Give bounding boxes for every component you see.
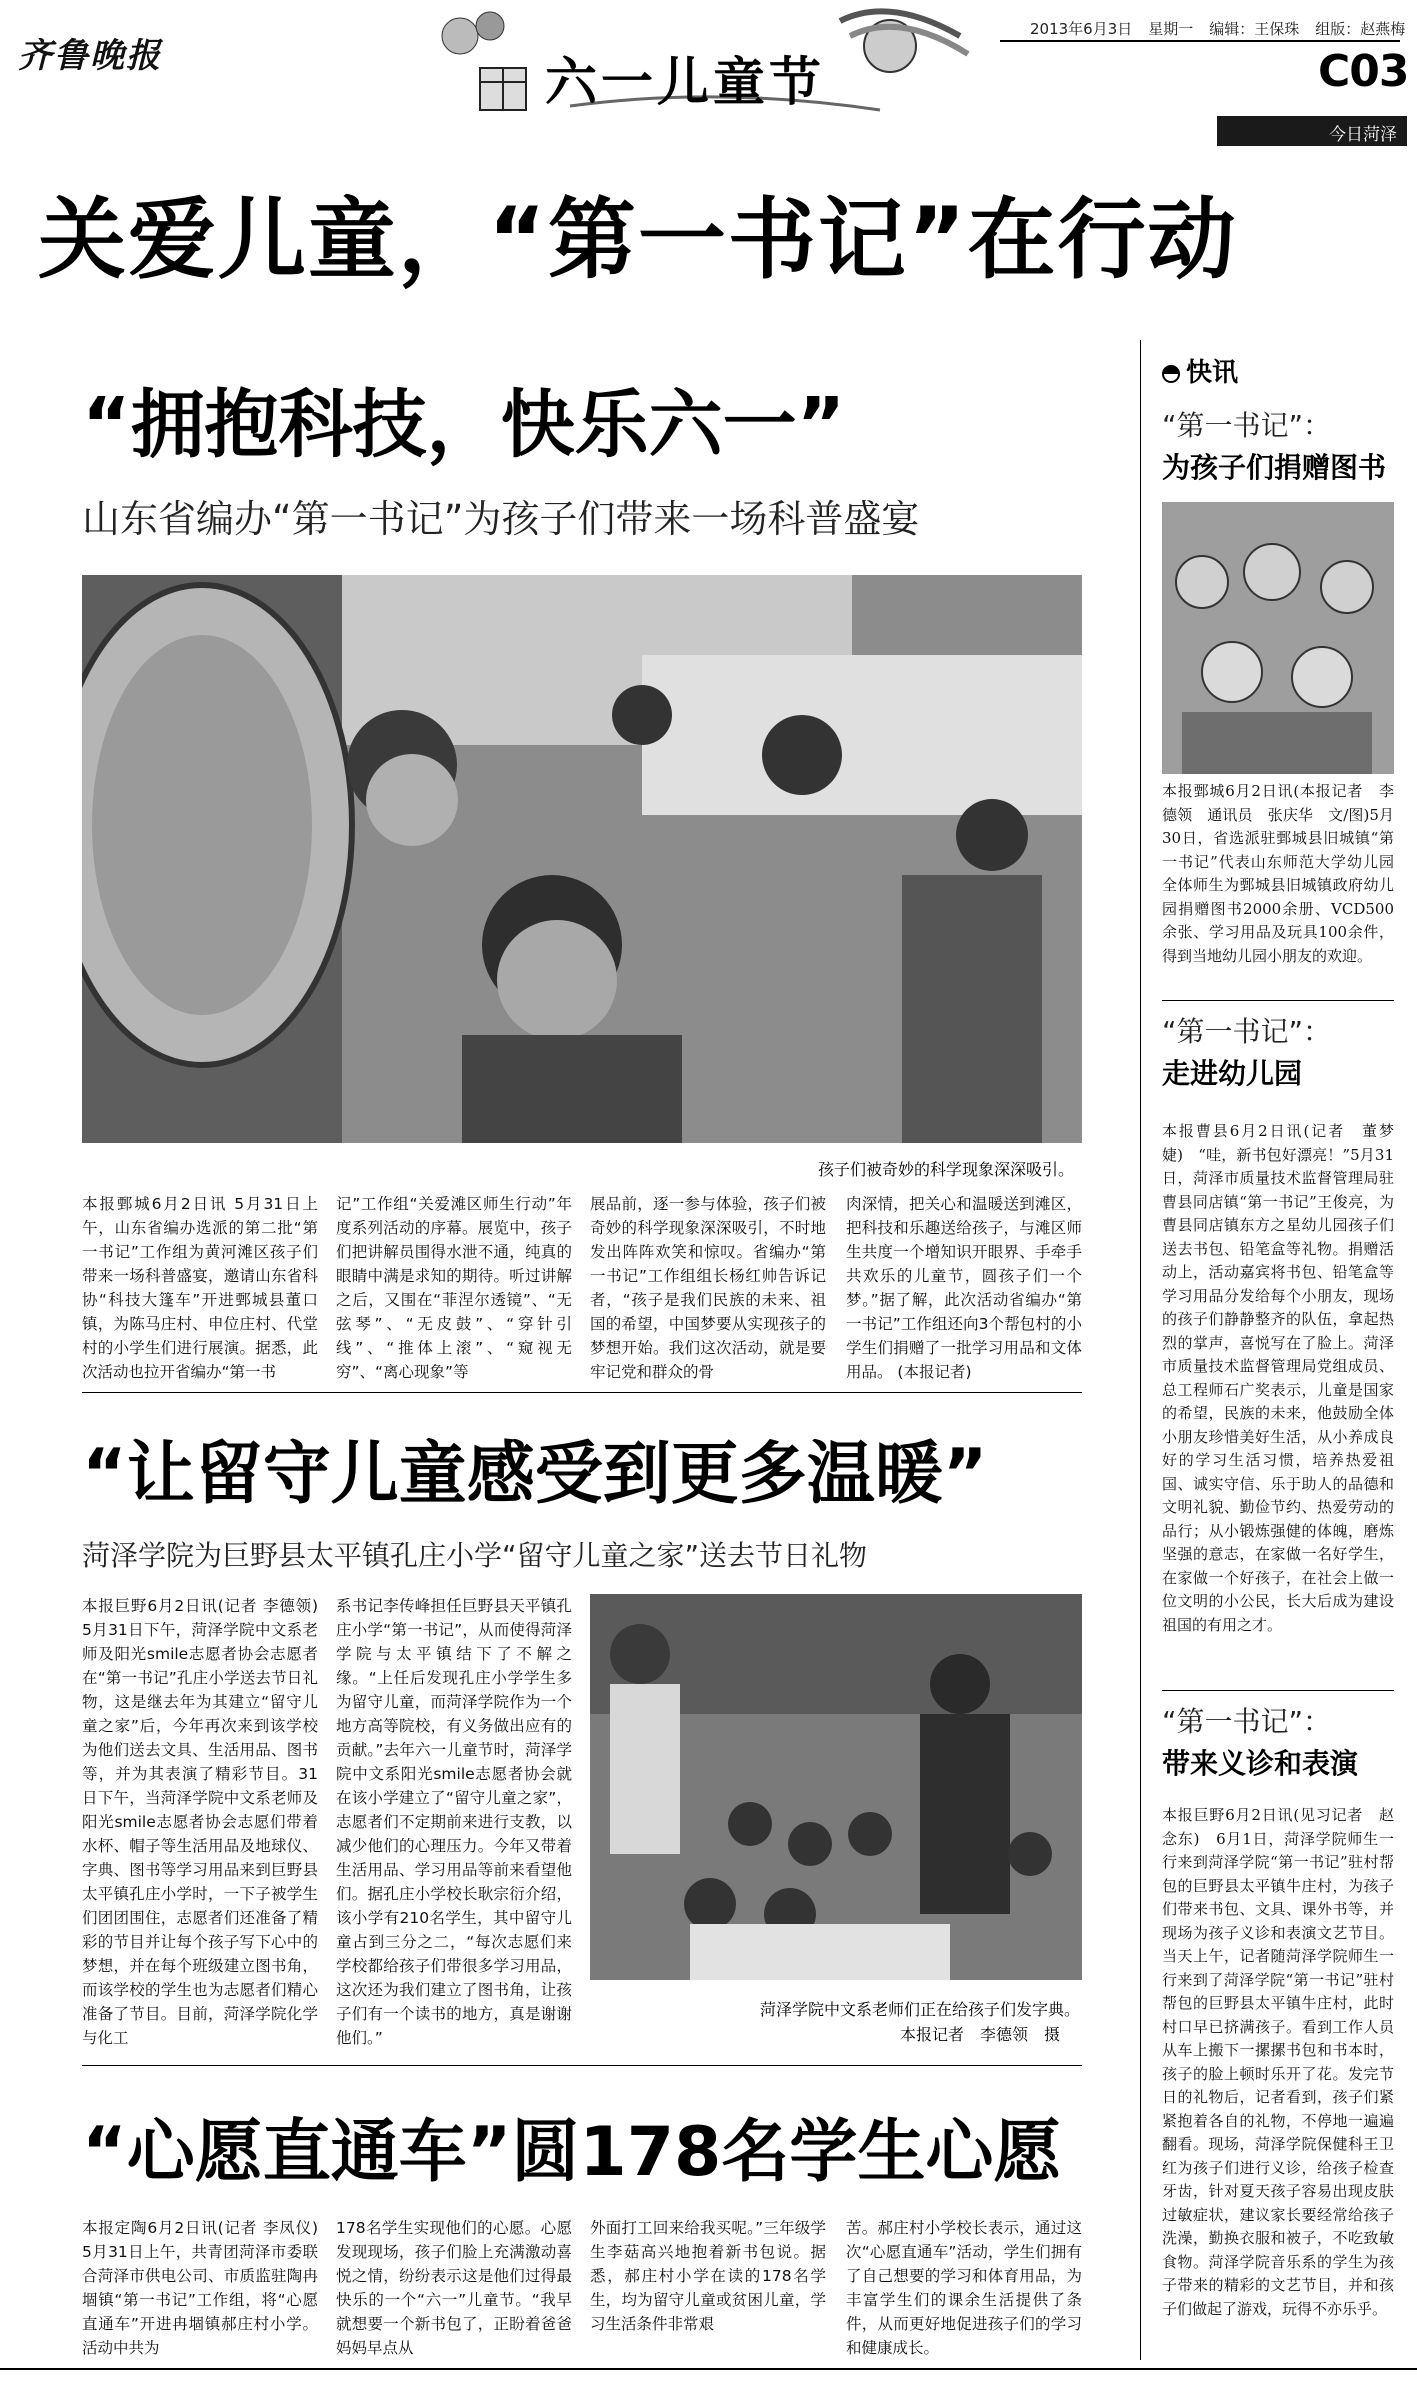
divider	[82, 1392, 1082, 1393]
story1-column-3: 展品前，逐一参与体验，孩子们被奇妙的科学现象深深吸引，不时地发出阵阵欢笑和惊叹。省编办“第一书记”工作组组长杨红帅告诉记者，“孩子是我们民族的未来、祖国的希望，中国梦要从实现孩子的梦想开始。我们这次活动，就是要牢记党和群众的骨	[590, 1195, 826, 1381]
brief1-headline: 为孩子们捐赠图书	[1162, 451, 1387, 484]
news-flash-icon	[1162, 365, 1180, 383]
page-code: C03	[1318, 46, 1409, 97]
brief1-body: 本报鄄城6月2日讯(本报记者 李德领 通讯员 张庆华 文/图)5月30日，省选派驻鄄城县旧城镇“第一书记”代表山东师范大学幼儿园全体师生为鄄城县旧城镇政府幼儿园捐赠图书2000余册、VCD500余张、学习用品及玩具100余件，得到当地幼儿园小朋友的欢迎。	[1162, 782, 1394, 965]
sidebar-header	[1162, 352, 1238, 389]
story1-column-1: 本报鄄城6月2日讯 5月31日上午，山东省编办选派的第二批“第一书记”工作组为黄河滩区孩子们带来一场科普盛宴，邀请山东省科协“科技大篷车”开进鄄城县董口镇，为陈马庄村、申位庄村、代堂村的小学生们进行展演。据悉，此次活动也拉开省编办“第一书	[82, 1195, 318, 1381]
story1-photo-image	[82, 575, 1082, 1143]
story3-column-2: 178名学生实现他们的心愿。心愿发现现场，孩子们脸上充满激动喜悦之情，纷纷表示这是他们过得最快乐的一个“六一”儿童节。“我早就想要一个新书包了，正盼着爸爸妈妈早点从	[336, 2219, 572, 2357]
story1-photo	[82, 575, 1082, 1143]
story1-column-2: 记”工作组“关爱滩区师生行动”年度系列活动的序幕。展览中，孩子们把讲解员围得水泄不通，纯真的眼睛中满是求知的期待。听过讲解之后，又围在“菲涅尔透镜”、“无弦琴”、“无皮鼓”、“穿针引线”、“推体上滚”、“窥视无穷”、“离心现象”等	[336, 1195, 572, 1381]
brief1-kicker: “第一书记”：	[1162, 409, 1332, 442]
section-label: 今日菏泽	[1217, 116, 1407, 146]
story2-photo	[590, 1594, 1082, 1980]
divider	[1162, 1690, 1394, 1691]
story3-title: “心愿直通车”圆178名学生心愿	[82, 2113, 1062, 2192]
header-rule	[1000, 40, 1400, 42]
story1-title: “拥抱科技，快乐六一”	[82, 382, 846, 468]
editor-credit: 编辑：王保珠	[1209, 20, 1300, 38]
story1-column-4: 肉深情，把关心和温暖送到滩区，把科技和乐趣送给孩子，与滩区师生共度一个增知识开眼界、手牵手共欢乐的儿童节，圆孩子们一个梦。”据了解，此次活动省编办“第一书记”工作组还向3个帮包村的小学生们捐赠了一批学习用品和文体用品。 (本报记者)	[846, 1195, 1082, 1381]
brief2-body: 本报曹县6月2日讯(记者 董梦婕) “哇，新书包好漂亮！”5月31日，菏泽市质量技术监督管理局驻曹县同店镇“第一书记”王俊亮，为曹县同店镇东方之星幼儿园孩子们送去书包、铅笔盒等礼物。捐赠活动上，活动嘉宾将书包、铅笔盒等学习用品分发给每个小朋友，现场的孩子们静静整齐的队伍，拿起热烈的掌声，喜悦写在了脸上。菏泽市质量技术监督管理局党组成员、总工程师石广奖表示，儿童是国家的希望，民族的未来，他鼓励全体小朋友珍惜美好生活，从小养成良好的学习生活习惯，培养热爱祖国、诚实守信、乐于助人的品德和文明礼貌、勤俭节约、热爱劳动的品行；从小锻炼强健的体魄，磨炼坚强的意志，在家做一名好学生，在家做一个好孩子，在社会上做一位文明的小公民，长大后成为建设祖国的有用之才。	[1162, 1122, 1394, 1634]
story2-photo-image	[590, 1594, 1082, 1980]
brief3-kicker: “第一书记”：	[1162, 1705, 1332, 1738]
story2-column-1: 本报巨野6月2日讯(记者 李德领) 5月31日下午，菏泽学院中文系老师及阳光smile志愿者协会志愿者在“第一书记”孔庄小学送去节日礼物，这是继去年为其建立“留守儿童之家”后，今年再次来到该学校为他们送去文具、生活用品、图书等，并为其表演了精彩节目。31日下午，当菏泽学院中文系老师及阳光smile志愿者协会志愿们带着水杯、帽子等生活用品及地球仪、字典、图书等学习用品来到巨野县太平镇孔庄小学时，一下子被学生们团团围住，志愿者们还准备了精彩的节目并让每个孩子写下心中的梦想，并在每个班级建立图书角，而该学校的学生也为志愿者们精心准备了节目。目前，菏泽学院化学与化工	[82, 1597, 318, 2047]
brief1-photo-image	[1162, 502, 1394, 774]
dateline	[1030, 18, 1417, 39]
divider	[82, 2065, 1082, 2066]
story1-subtitle: 山东省编办“第一书记”为孩子们带来一场科普盛宴	[82, 497, 920, 541]
page-headline: 关爱儿童，“第一书记”在行动	[38, 188, 1238, 291]
issue-date: 2013年6月3日	[1030, 20, 1133, 38]
festival-banner-title: 六一儿童节	[545, 53, 826, 113]
brief3-headline: 带来义诊和表演	[1162, 1747, 1359, 1780]
brief2-kicker: “第一书记”：	[1162, 1015, 1332, 1048]
story3-column-1: 本报定陶6月2日讯(记者 李凤仪) 5月31日上午，共青团菏泽市委联合菏泽市供电公司、市质监驻陶冉堌镇“第一书记”工作组，将“心愿直通车”开进冉堌镇郝庄村小学。活动中共为	[82, 2219, 318, 2357]
sidebar-divider	[1140, 340, 1141, 2360]
story1-photo-caption: 孩子们被奇妙的科学现象深深吸引。	[818, 1160, 1075, 1179]
newspaper-logo: 齐鲁晚报	[18, 36, 162, 76]
brief3-body: 本报巨野6月2日讯(见习记者 赵念东) 6月1日，菏泽学院师生一行来到菏泽学院“第一书记”驻村帮包的巨野县太平镇牛庄村，为孩子们带来书包、文具、课外书等，并现场为孩子义诊和表演文艺节目。当天上午，记者随菏泽学院师生一行来到了菏泽学院“第一书记”驻村帮包的巨野县太平镇牛庄村，此时村口早已挤满孩子。看到工作人员从车上搬下一摞摞书包和书本时，孩子的脸上顿时乐开了花。发完节日的礼物后，记者看到，孩子们紧紧抱着各自的礼物，不停地一遍遍翻看。现场，菏泽学院保健科王卫红为孩子们进行义诊，给孩子检查牙齿，针对夏天孩子容易出现皮肤过敏症状，建议家长要经常给孩子洗澡，勤换衣服和被子，不吃致敏食物。菏泽学院音乐系的学生为孩子带来的精彩的文艺节目，并和孩子们做起了游戏，玩得不亦乐乎。	[1162, 1806, 1394, 2318]
page-bottom-rule	[0, 2368, 1417, 2370]
story2-column-2: 系书记李传峰担任巨野县天平镇孔庄小学“第一书记”，从而使得菏泽学院与太平镇结下了不解之缘。“上任后发现孔庄小学学生多为留守儿童，而菏泽学院作为一个地方高等院校，有义务做出应有的贡献。”去年六一儿童节时，菏泽学院中文系阳光smile志愿者协会就在该小学建立了“留守儿童之家”，志愿者们不定期前来进行支教，以减少他们的心理压力。今年又带着生活用品、学习用品等前来看望他们。据孔庄小学校长耿宗衍介绍，该小学有210名学生，其中留守儿童占到三分之二，“每次志愿们来学校都给孩子们带很多学习用品，这次还为我们建立了图书角，让孩子们有一个读书的地方，真是谢谢他们。”	[336, 1597, 572, 2047]
story2-photo-caption: 菏泽学院中文系老师们正在给孩子们发字典。	[760, 2000, 1081, 2019]
story2-subtitle: 菏泽学院为巨野县太平镇孔庄小学“留守儿童之家”送去节日礼物	[82, 1539, 868, 1572]
layout-credit: 组版：赵燕梅	[1315, 20, 1406, 38]
divider	[1162, 1000, 1394, 1001]
issue-weekday: 星期一	[1148, 20, 1194, 38]
brief2-headline: 走进幼儿园	[1162, 1057, 1303, 1090]
story3-column-4: 苦。郝庄村小学校长表示，通过这次“心愿直通车”活动，学生们拥有了自己想要的学习和体育用品，为丰富学生们的课余生活提供了条件，从而更好地促进孩子们的学习和健康成长。	[846, 2219, 1082, 2357]
story2-title: “让留守儿童感受到更多温暖”	[82, 1435, 988, 1514]
story3-column-3: 外面打工回来给我买呢。”三年级学生李菇高兴地抱着新书包说。据悉，郝庄村小学在读的178名学生，均为留守儿童或贫困儿童，学习生活条件非常艰	[590, 2219, 826, 2333]
story2-photo-credit: 本报记者 李德领 摄	[900, 2025, 1061, 2044]
brief1-photo	[1162, 502, 1394, 774]
sidebar-header-label: 快讯	[1186, 358, 1239, 388]
